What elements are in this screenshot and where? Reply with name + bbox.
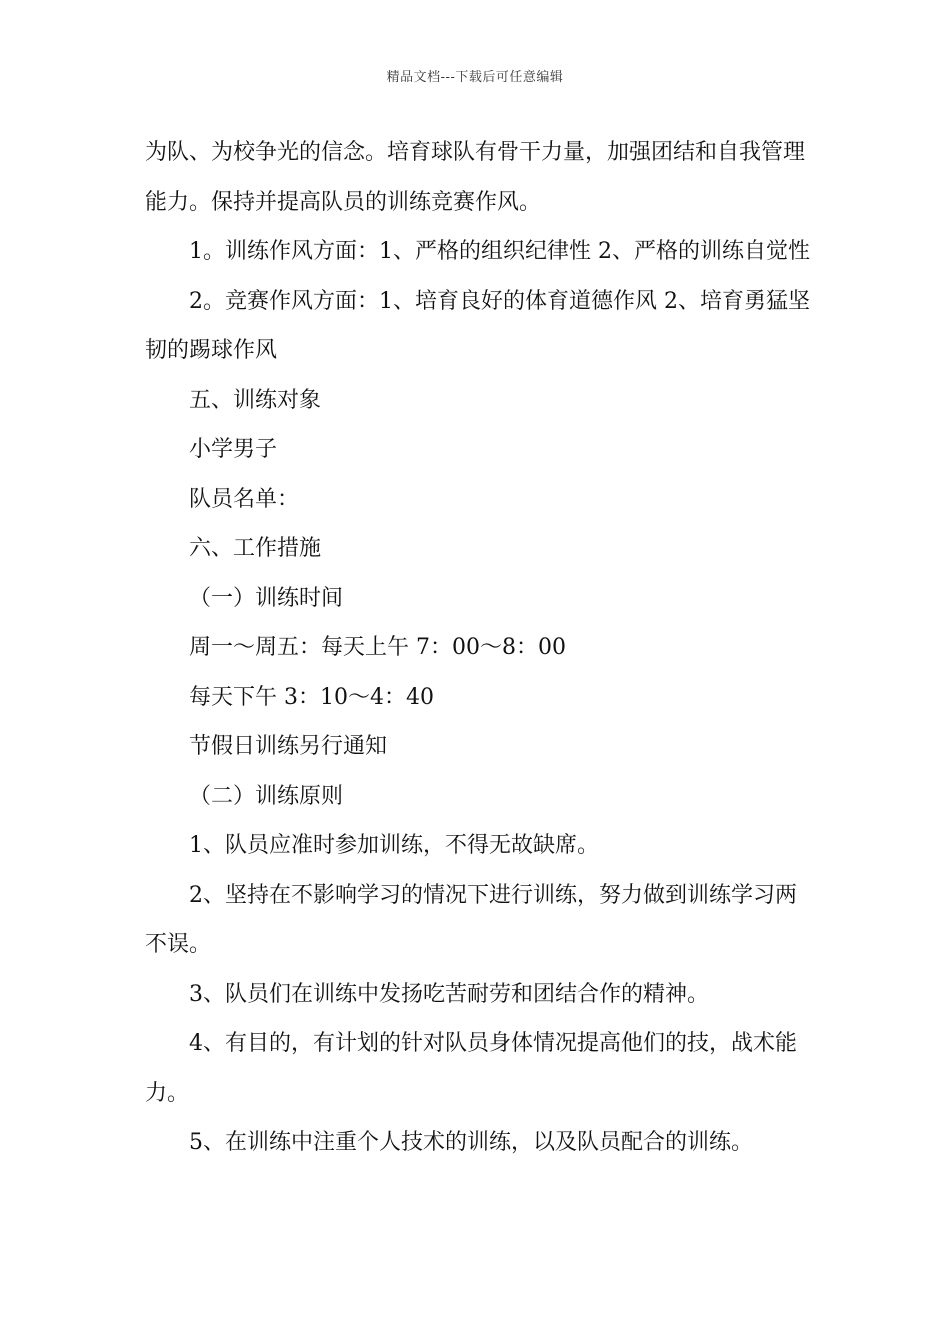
paragraph-competition-style: 2。竞赛作风方面：1、培育良好的体育道德作风 2、培育勇猛坚韧的踢球作风	[145, 288, 810, 363]
section-heading-training-targets: 五、训练对象	[189, 387, 322, 413]
paragraph-roster-label: 队员名单：	[189, 486, 300, 512]
section-heading-work-measures: 六、工作措施	[189, 536, 322, 561]
principle-item-4: 4、有目的，有计划的针对队员身体情况提高他们的技，战术能力。	[145, 1031, 797, 1106]
paragraph-target-group: 小学男子	[189, 437, 278, 462]
principle-item-2: 2、坚持在不影响学习的情况下进行训练，努力做到训练学习两不误。	[145, 882, 797, 957]
page-header: 精品文档---下载后可任意编辑	[386, 70, 564, 85]
subheading-training-principles: （二）训练原则	[189, 783, 344, 809]
principle-item-1: 1、队员应准时参加训练，不得无故缺席。	[189, 833, 599, 858]
principle-item-5: 5、在训练中注重个人技术的训练，以及队员配合的训练。	[189, 1130, 753, 1155]
paragraph-morning-schedule: 周一～周五：每天上午 7：00～8：00	[189, 635, 566, 660]
paragraph-afternoon-schedule: 每天下午 3：10～4：40	[189, 684, 434, 710]
paragraph-intro-continuation: 为队、为校争光的信念。培育球队有骨干力量，加强团结和自我管理能力。保持并提高队员的训练竞赛作风。	[145, 140, 806, 215]
principle-item-3: 3、队员们在训练中发扬吃苦耐劳和团结合作的精神。	[189, 981, 709, 1007]
paragraph-holiday-notice: 节假日训练另行通知	[189, 734, 388, 759]
document-body	[145, 128, 810, 1168]
subheading-training-time: （一）训练时间	[189, 585, 344, 611]
paragraph-training-style: 1。训练作风方面：1、严格的组织纪律性 2、严格的训练自觉性	[189, 239, 810, 264]
